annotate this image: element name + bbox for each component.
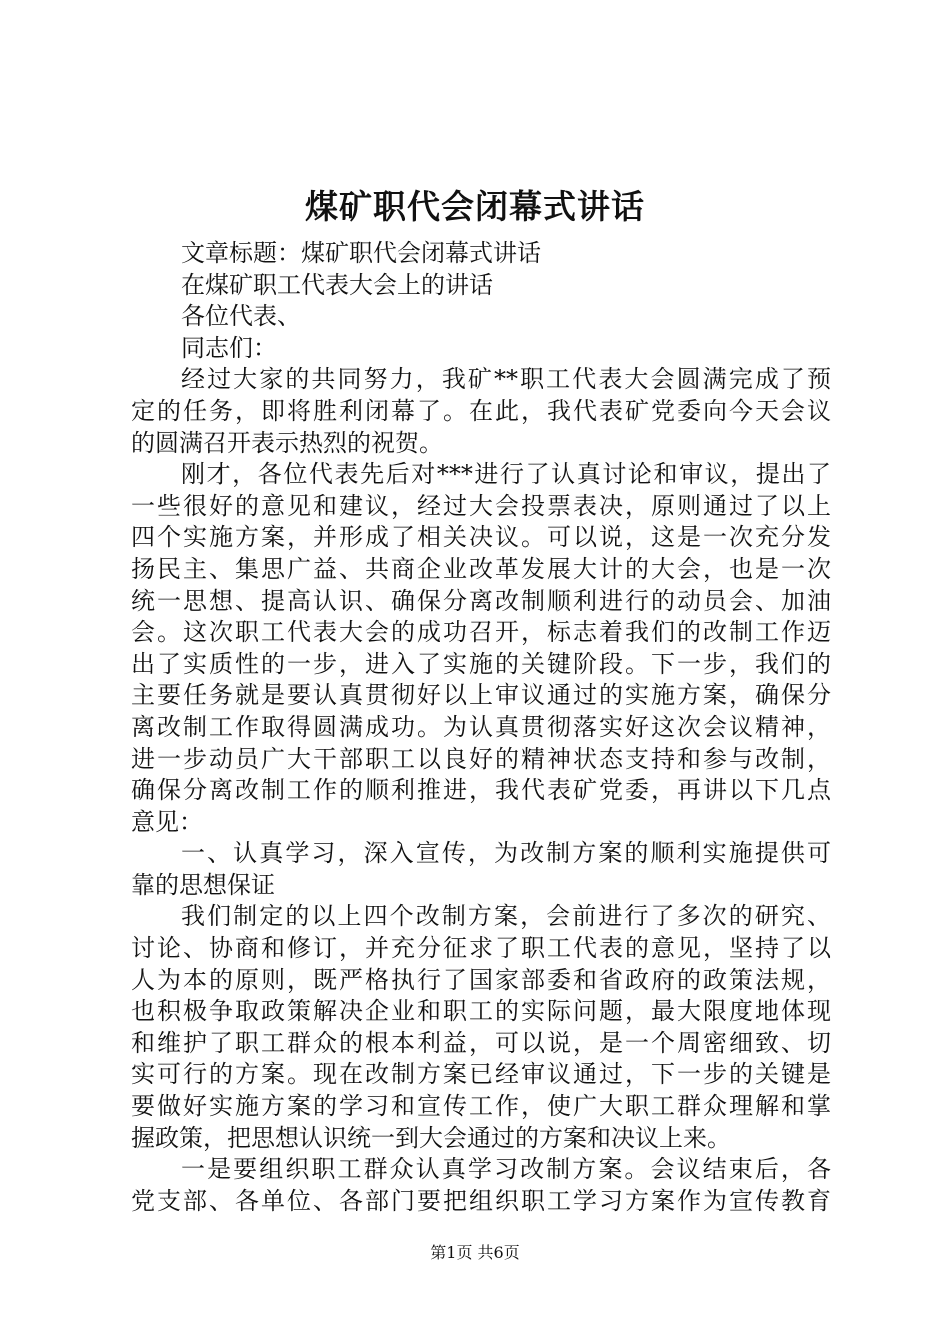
text-line: 经过大家的共同努力，我矿**职工代表大会圆满完成了预 (181, 365, 831, 394)
text-line: 我们制定的以上四个改制方案，会前进行了多次的研究、 (181, 902, 831, 931)
page-footer: 第1页 共6页 (430, 1243, 520, 1262)
text-line: 意见： (131, 807, 203, 836)
text-line: 四个实施方案，并形成了相关决议。可以说，这是一次充分发 (131, 523, 831, 552)
text-line: 进一步动员广大干部职工以良好的精神状态支持和参与改制， (131, 744, 831, 773)
text-line: 的圆满召开表示热烈的祝贺。 (131, 428, 443, 457)
text-line: 各位代表、 (181, 302, 301, 331)
document-title: 煤矿职代会闭幕式讲话 (305, 187, 645, 226)
text-line: 党支部、各单位、各部门要把组织职工学习方案作为宣传教育 (131, 1186, 831, 1215)
text-line: 刚才，各位代表先后对***进行了认真讨论和审议，提出了 (181, 460, 831, 489)
text-line: 离改制工作取得圆满成功。为认真贯彻落实好这次会议精神， (131, 712, 831, 741)
text-line: 确保分离改制工作的顺利推进，我代表矿党委，再讲以下几点 (131, 776, 831, 805)
text-line: 一是要组织职工群众认真学习改制方案。会议结束后，各 (181, 1155, 831, 1184)
text-line: 人为本的原则，既严格执行了国家部委和省政府的政策法规， (131, 965, 831, 994)
text-line: 握政策，把思想认识统一到大会通过的方案和决议上来。 (131, 1123, 731, 1152)
text-line: 一、认真学习，深入宣传，为改制方案的顺利实施提供可 (181, 839, 831, 868)
text-line: 主要任务就是要认真贯彻好以上审议通过的实施方案，确保分 (131, 681, 831, 710)
text-line: 同志们： (181, 333, 277, 362)
text-line: 统一思想、提高认识、确保分离改制顺利进行的动员会、加油 (131, 586, 831, 615)
text-line: 要做好实施方案的学习和宣传工作，使广大职工群众理解和掌 (131, 1092, 831, 1121)
text-line: 会。这次职工代表大会的成功召开，标志着我们的改制工作迈 (131, 618, 831, 647)
document-body (131, 238, 831, 1217)
text-line: 定的任务，即将胜利闭幕了。在此，我代表矿党委向今天会议 (131, 396, 831, 425)
text-line: 在煤矿职工代表大会上的讲话 (181, 270, 493, 299)
text-line: 和维护了职工群众的根本利益，可以说，是一个周密细致、切 (131, 1028, 831, 1057)
text-line: 也积极争取政策解决企业和职工的实际问题，最大限度地体现 (131, 997, 831, 1026)
text-line: 扬民主、集思广益、共商企业改革发展大计的大会，也是一次 (131, 554, 831, 583)
text-line: 一些很好的意见和建议，经过大会投票表决，原则通过了以上 (131, 491, 831, 520)
text-line: 讨论、协商和修订，并充分征求了职工代表的意见，坚持了以 (131, 934, 831, 963)
text-line: 文章标题：煤矿职代会闭幕式讲话 (181, 239, 541, 267)
text-line: 出了实质性的一步，进入了实施的关键阶段。下一步，我们的 (131, 649, 831, 678)
text-line: 靠的思想保证 (131, 870, 275, 899)
text-line: 实可行的方案。现在改制方案已经审议通过，下一步的关键是 (131, 1060, 831, 1089)
